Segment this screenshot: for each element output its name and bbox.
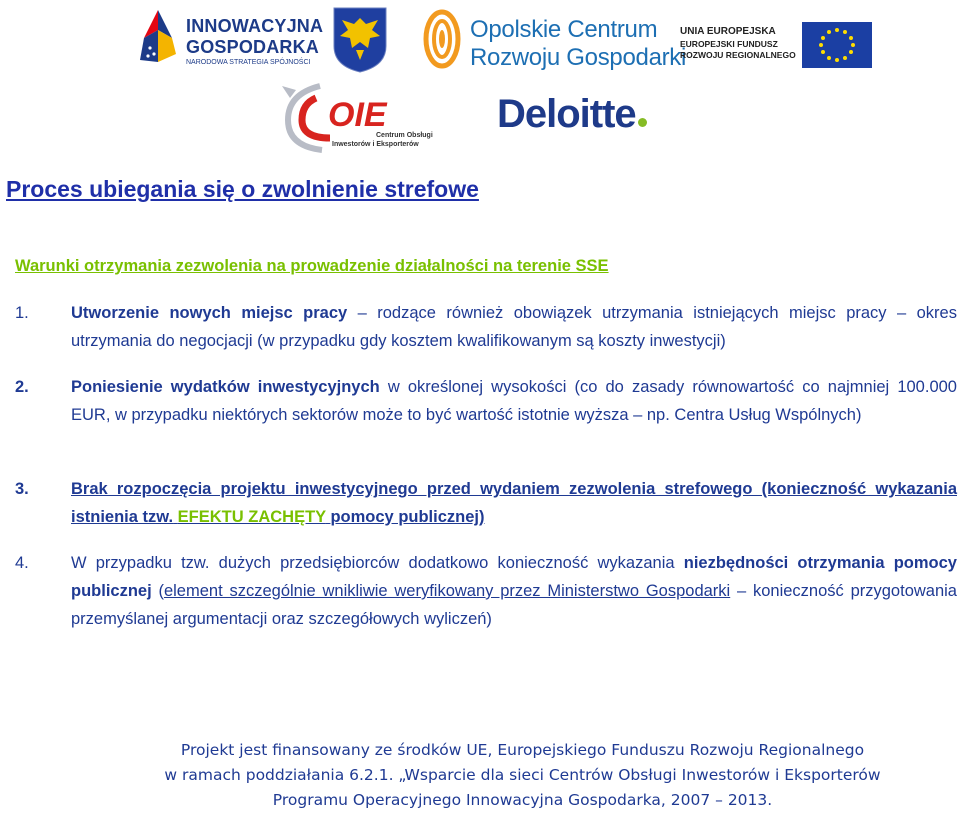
deloitte-logo <box>497 92 647 137</box>
opolskie-centrum-logo <box>420 8 687 72</box>
innowacyjna-logo-line1: INNOWACYJNA <box>186 16 324 36</box>
item2-text: w określonej wysokości (co do zasady równowartość co najmniej 100.000 EUR, w przypadku niektórych sektorów może to być wartość istotnie wyższa – np. Centra Usług Wspólnych) <box>71 378 957 424</box>
eu-logo-line2: EUROPEJSKI FUNDUSZ <box>680 39 778 49</box>
funding-footer <box>0 738 960 813</box>
coie-logo-line1: Centrum Obsługi <box>376 132 433 139</box>
footer-line1: Projekt jest finansowany ze środków UE, Europejskiego Funduszu Rozwoju Regionalnego <box>180 741 865 759</box>
page-title: Proces ubiegania się o zwolnienie strefowe <box>6 176 479 202</box>
list-item-number: 4. <box>15 554 29 572</box>
footer-line2: w ramach poddziałania 6.2.1. „Wsparcie dla sieci Centrów Obsługi Inwestorów i Eksporterów <box>164 766 881 784</box>
item4-text-b: – konieczność przygotowania przemyślanej argumentacji oraz szczegółowych wyliczeń) <box>71 582 957 628</box>
coie-logo <box>276 76 466 158</box>
item4-underlined-text: element szczególnie wnikliwie weryfikowany przez Ministerstwo Gospodarki <box>163 582 731 600</box>
item2-bold-text: Poniesienie wydatków inwestycyjnych <box>71 378 380 396</box>
list-item-number: 3. <box>15 480 29 498</box>
list-item-number: 2. <box>15 378 29 396</box>
innowacyjna-gospodarka-logo <box>136 8 324 70</box>
list-item <box>15 475 957 531</box>
list-item <box>15 299 957 355</box>
eu-logo-line3: ROZWOJU REGIONALNEGO <box>680 50 796 60</box>
eagle-coat-of-arms-icon <box>330 6 390 74</box>
coie-acronym: OIE <box>328 96 387 134</box>
footer-line3: Programu Operacyjnego Innowacyjna Gospodarka, 2007 – 2013. <box>272 791 773 809</box>
item4-text-a: W przypadku tzw. dużych przedsiębiorców dodatkowo konieczność wykazania <box>71 554 675 572</box>
ocrg-logo-line1: Opolskie Centrum <box>470 16 658 43</box>
list-item-body: W przypadku tzw. dużych przedsiębiorców dodatkowo konieczność wykazania niezbędności otrzymania pomocy publicznej (element szczególnie wnikliwie weryfikowany przez Ministerstwo Gospodarki – konieczność przygotowania przemyślanej argumentacji oraz szczegółowych wyliczeń) <box>71 554 957 628</box>
item1-dash: – <box>347 304 378 322</box>
item1-bold-text: Utworzenie nowych miejsc pracy <box>71 304 348 322</box>
item1-text: rodzące również obowiązek utrzymania istniejących miejsc pracy – okres utrzymania do negocjacji (w przypadku gdy kosztem kwalifikowanym są koszty inwestycji) <box>71 304 957 350</box>
deloitte-wordmark: Deloitte <box>497 92 636 136</box>
item3-text-b: pomocy publicznej) <box>330 508 485 526</box>
innowacyjna-logo-line3: NARODOWA STRATEGIA SPÓJNOŚCI <box>186 59 311 66</box>
deloitte-dot-icon <box>638 118 647 127</box>
list-item-body <box>71 373 957 429</box>
innowacyjna-gospodarka-mark-icon <box>136 8 180 64</box>
list-item <box>15 549 957 633</box>
opolskie-coat-of-arms <box>330 6 390 74</box>
coie-logo-line2: Inwestorów i Eksporterów <box>332 141 419 148</box>
item4-bold-text: niezbędności otrzymania pomocy publicznej <box>71 554 957 600</box>
item3-highlight: EFEKTU ZACHĘTY <box>177 508 326 526</box>
list-item <box>15 373 957 429</box>
section-subtitle: Warunki otrzymania zezwolenia na prowadzenie działalności na terenie SSE <box>15 257 609 275</box>
eu-erdf-logo <box>676 14 876 68</box>
ocrg-mark-icon <box>420 8 464 70</box>
item3-text-a: Brak rozpoczęcia projektu inwestycyjnego przed wydaniem zezwolenia strefowego (konieczność wykazania istnienia tzw. <box>71 480 957 526</box>
list-item-body <box>71 299 957 355</box>
ocrg-logo-line2: Rozwoju Gospodarki <box>470 44 687 71</box>
list-item-number: 1. <box>15 304 29 322</box>
eu-logo-line1: UNIA EUROPEJSKA <box>680 26 776 37</box>
eu-flag-icon <box>802 22 872 68</box>
list-item-body <box>71 475 957 531</box>
innowacyjna-logo-line2: GOSPODARKA <box>186 37 320 57</box>
